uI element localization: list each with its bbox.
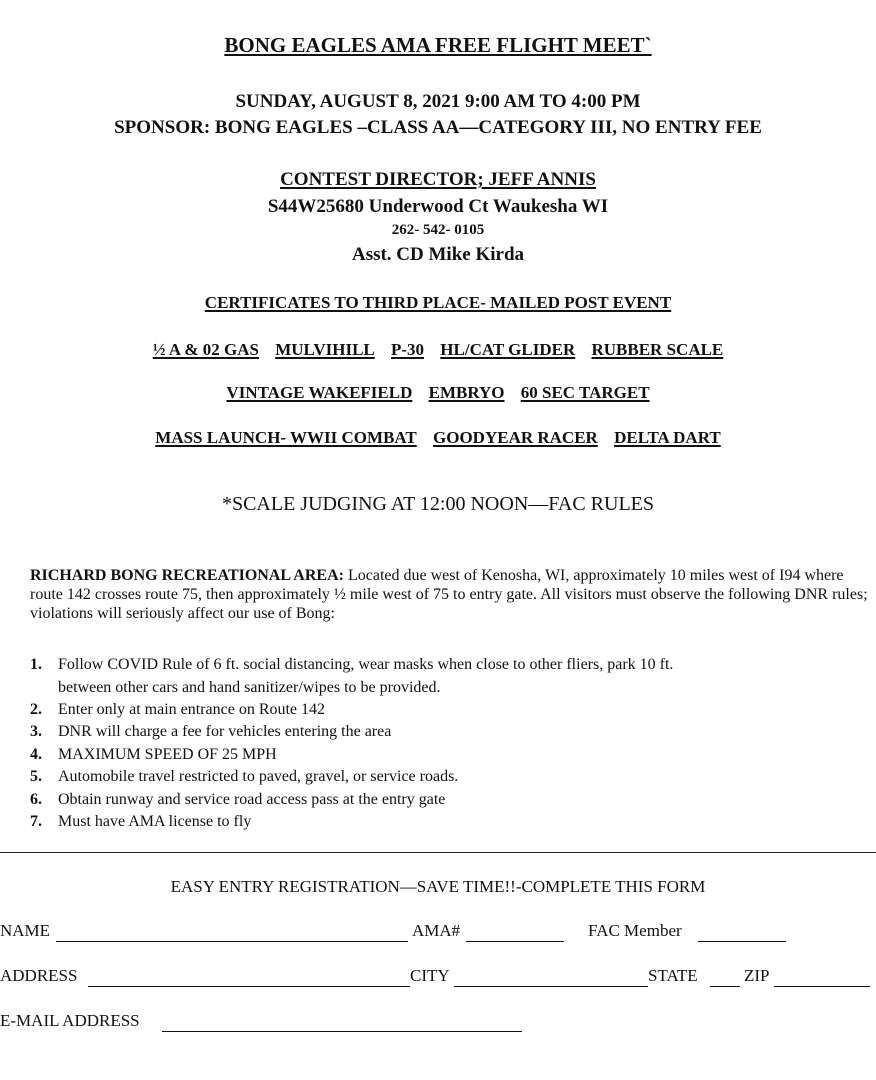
zip-field[interactable] bbox=[774, 986, 870, 987]
address-label: ADDRESS bbox=[0, 966, 78, 985]
event-item: VINTAGE WAKEFIELD bbox=[226, 383, 413, 402]
list-item bbox=[30, 654, 860, 699]
zip-label: ZIP bbox=[744, 966, 770, 985]
rule-text: Follow COVID Rule of 6 ft. social distancing, wear masks when close to other fliers, park 10 ft. bbox=[58, 656, 674, 673]
list-item bbox=[30, 766, 860, 789]
event-item: ½ A & 02 GAS bbox=[152, 340, 259, 359]
city-label: CITY bbox=[410, 966, 450, 985]
list-item bbox=[30, 721, 860, 744]
certificates-note: CERTIFICATES TO THIRD PLACE- MAILED POST EVENT bbox=[204, 293, 672, 312]
state-field[interactable] bbox=[710, 986, 740, 987]
event-row-1 bbox=[0, 340, 876, 360]
event-item: HL/CAT GLIDER bbox=[440, 340, 576, 359]
list-number: 2. bbox=[30, 700, 42, 718]
rule-text: DNR will charge a fee for vehicles entering the area bbox=[58, 723, 392, 740]
event-item: MULVIHILL bbox=[275, 340, 375, 359]
list-number: 3. bbox=[30, 723, 42, 740]
rule-text-continued: between other cars and hand sanitizer/wipes to be provided. bbox=[58, 678, 441, 696]
list-item bbox=[30, 811, 860, 834]
event-row-2 bbox=[0, 383, 876, 403]
area-heading: RICHARD BONG RECREATIONAL AREA: bbox=[30, 567, 344, 584]
scale-judging-note: *SCALE JUDGING AT 12:00 NOON—FAC RULES bbox=[221, 493, 655, 515]
event-item: RUBBER SCALE bbox=[591, 340, 724, 359]
event-item: DELTA DART bbox=[614, 428, 721, 447]
email-field[interactable] bbox=[162, 1031, 522, 1032]
area-text: Located due west of Kenosha, WI, approximately 10 miles west of I94 where route 142 crosses route 75, then approximately ½ mile west of 75 to entry gate. All visitors must observe the following DNR rules; violations will seriously affect our use of Bong: bbox=[30, 567, 868, 622]
list-item bbox=[30, 744, 860, 767]
event-item: P-30 bbox=[391, 340, 425, 359]
list-number: 6. bbox=[30, 790, 42, 808]
state-label: STATE bbox=[648, 966, 698, 985]
fac-member-label: FAC Member bbox=[588, 921, 682, 940]
rule-text: Obtain runway and service road access pass at the entry gate bbox=[58, 790, 446, 808]
sponsor-line: SPONSOR: BONG EAGLES –CLASS AA—CATEGORY III, NO ENTRY FEE bbox=[114, 117, 762, 138]
city-field[interactable] bbox=[454, 986, 648, 987]
event-item: MASS LAUNCH- WWII COMBAT bbox=[155, 428, 417, 447]
event-item: EMBRYO bbox=[428, 383, 505, 402]
list-item bbox=[30, 789, 860, 812]
name-label: NAME bbox=[0, 921, 51, 940]
address-field[interactable] bbox=[88, 986, 410, 987]
rule-text: Enter only at main entrance on Route 142 bbox=[58, 700, 326, 718]
event-item: GOODYEAR RACER bbox=[433, 428, 598, 447]
name-field[interactable] bbox=[56, 941, 408, 942]
ama-label: AMA# bbox=[412, 921, 461, 940]
email-label: E-MAIL ADDRESS bbox=[0, 1011, 140, 1030]
assistant-director: Asst. CD Mike Kirda bbox=[351, 244, 525, 265]
page-title: BONG EAGLES AMA FREE FLIGHT MEET` bbox=[224, 33, 652, 57]
list-number: 1. bbox=[30, 656, 42, 673]
area-description bbox=[30, 566, 870, 623]
ama-number-field[interactable] bbox=[466, 941, 564, 942]
event-row-3 bbox=[0, 428, 876, 448]
date-line: SUNDAY, AUGUST 8, 2021 9:00 AM TO 4:00 PM bbox=[235, 91, 641, 112]
rule-text: MAXIMUM SPEED OF 25 MPH bbox=[58, 745, 277, 763]
rules-list bbox=[30, 654, 860, 834]
registration-title: EASY ENTRY REGISTRATION—SAVE TIME!!-COMPLETE THIS FORM bbox=[170, 877, 706, 896]
list-item bbox=[30, 699, 860, 722]
contest-director: CONTEST DIRECTOR; JEFF ANNIS bbox=[280, 169, 596, 190]
director-phone: 262- 542- 0105 bbox=[391, 222, 485, 238]
rule-text: Automobile travel restricted to paved, gravel, or service roads. bbox=[58, 768, 459, 785]
director-address: S44W25680 Underwood Ct Waukesha WI bbox=[267, 196, 609, 217]
event-item: 60 SEC TARGET bbox=[520, 383, 650, 402]
fac-member-field[interactable] bbox=[698, 941, 786, 942]
list-number: 7. bbox=[30, 813, 42, 830]
section-divider bbox=[0, 852, 876, 853]
list-number: 5. bbox=[30, 768, 42, 785]
list-number: 4. bbox=[30, 745, 42, 763]
rule-text: Must have AMA license to fly bbox=[58, 813, 252, 830]
